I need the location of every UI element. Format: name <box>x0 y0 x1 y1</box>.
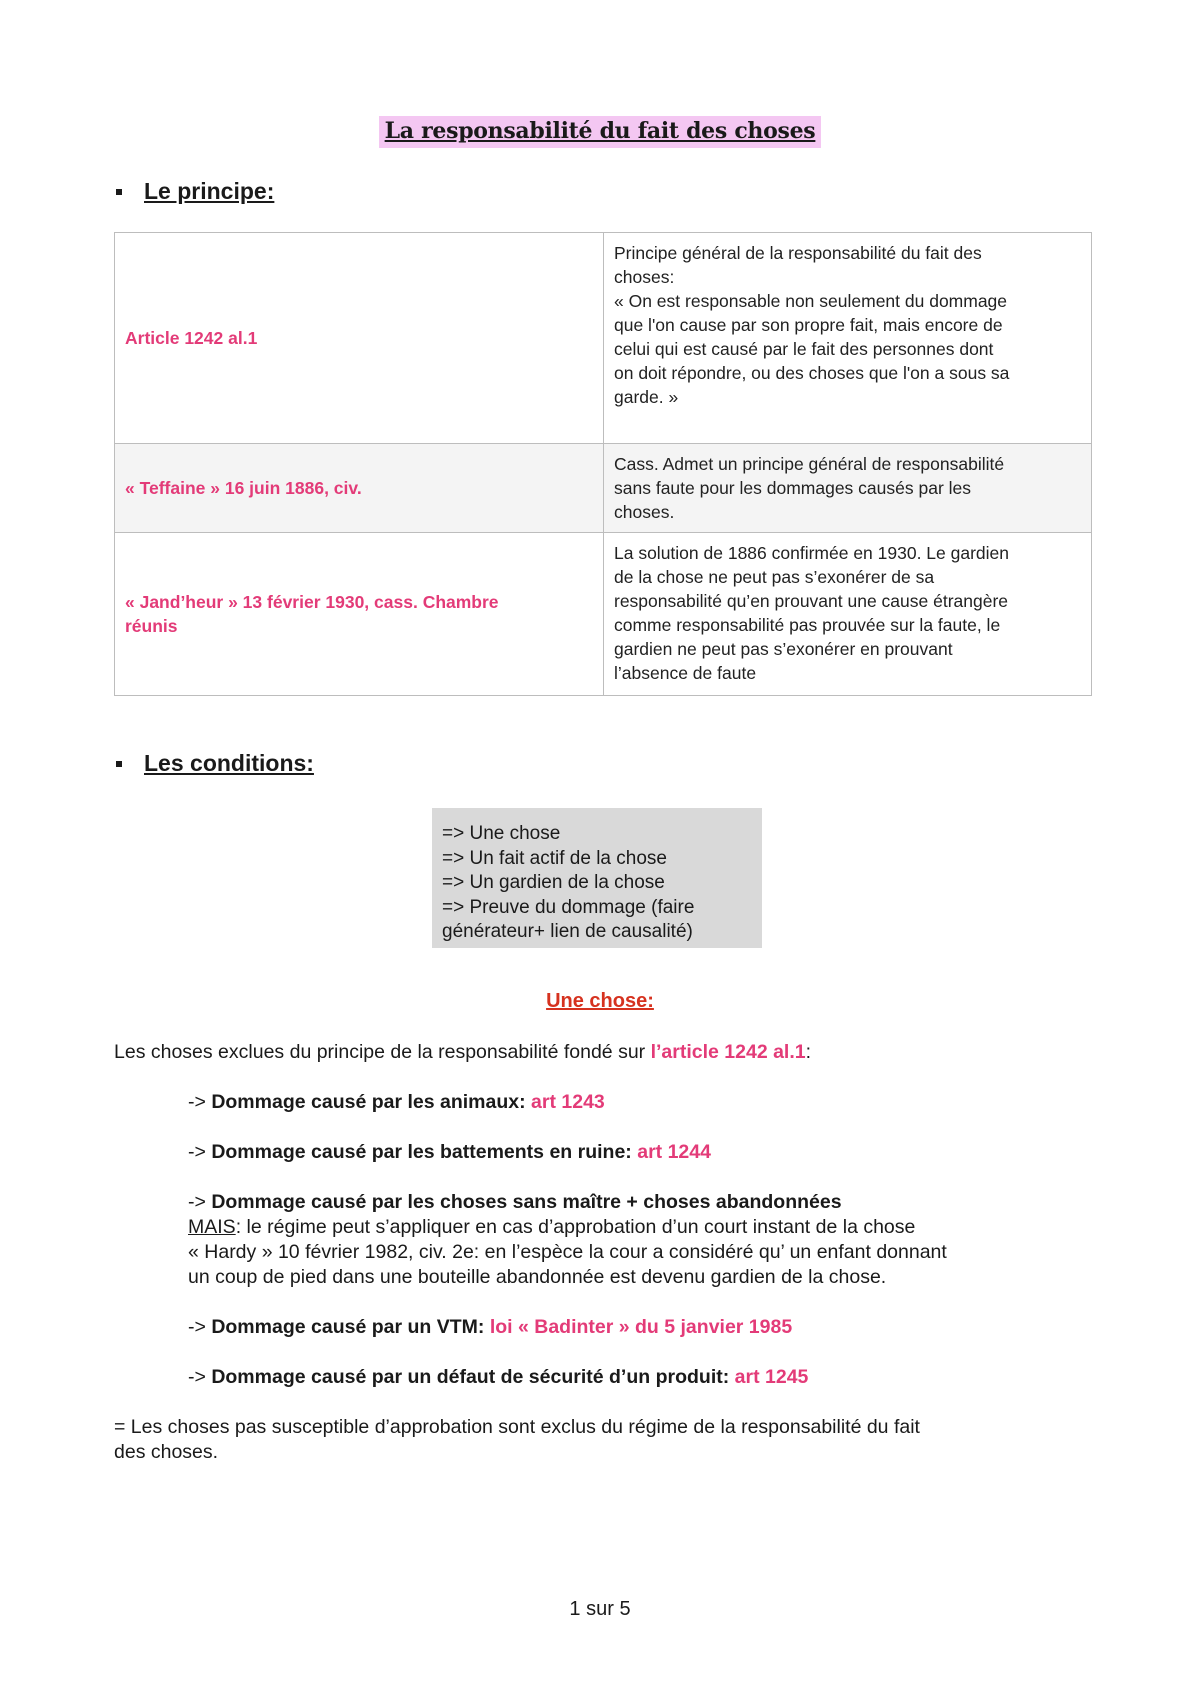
table-cell-description <box>604 233 1092 444</box>
reference-line: réunis <box>125 616 178 636</box>
bullet-icon <box>116 761 122 767</box>
intro-end: : <box>805 1041 812 1063</box>
description-line: gardien ne peut pas s’exonérer en prouvant <box>614 639 953 659</box>
description-line: choses. <box>614 502 675 522</box>
mais-text: : le régime peut s’appliquer en cas d’approbation d’un court instant de la chose <box>235 1216 916 1238</box>
list-item <box>188 1315 792 1340</box>
list-item-arrow: -> <box>188 1366 212 1388</box>
list-item-sep: : <box>477 1316 490 1338</box>
table-row <box>115 533 1092 696</box>
section-conditions-title: Les conditions: <box>144 750 314 776</box>
condition-line: => Une chose <box>442 823 561 844</box>
table-row <box>115 233 1092 444</box>
list-item-arrow: -> <box>188 1141 212 1163</box>
condition-line: générateur+ lien de causalité) <box>442 921 693 942</box>
section-conditions-heading <box>116 750 314 777</box>
description-line: Principe général de la responsabilité du fait des <box>614 243 982 263</box>
description-line: responsabilité qu’en prouvant une cause étrangère <box>614 591 1009 611</box>
list-item-label: Dommage causé par les animaux <box>211 1091 520 1113</box>
condition-line: => Un gardien de la chose <box>442 872 665 893</box>
section-principe-title: Le principe: <box>144 178 275 204</box>
intro-paragraph <box>114 1040 811 1065</box>
conclusion-paragraph <box>114 1415 920 1465</box>
description-line: choses: <box>614 267 675 287</box>
list-item <box>188 1140 711 1165</box>
mais-keyword: MAIS <box>188 1216 236 1238</box>
list-item-label: Dommage causé par un VTM <box>211 1316 478 1338</box>
list-item-sep: : <box>625 1141 638 1163</box>
document-title-wrapper <box>0 116 1200 148</box>
intro-article-ref: l’article 1242 al.1 <box>650 1041 806 1063</box>
page-number: 1 sur 5 <box>569 1598 631 1620</box>
list-item-arrow: -> <box>188 1316 212 1338</box>
conditions-summary-box <box>432 808 762 948</box>
table-cell-description <box>604 444 1092 533</box>
list-item-line <box>188 1215 947 1240</box>
principe-table <box>114 232 1092 696</box>
intro-text: Les choses exclues du principe de la responsabilité fondé sur <box>114 1041 651 1063</box>
list-item-sep: : <box>722 1366 735 1388</box>
list-item-ref: art 1244 <box>637 1141 711 1163</box>
list-item-line: « Hardy » 10 février 1982, civ. 2e: en l’espèce la cour a considéré qu’ un enfant donnant <box>188 1241 947 1263</box>
list-item-arrow: -> <box>188 1091 212 1113</box>
table-row <box>115 444 1092 533</box>
description-line: de la chose ne peut pas s’exonérer de sa <box>614 567 935 587</box>
subheading-une-chose: Une chose: <box>546 990 654 1012</box>
description-line: l’absence de faute <box>614 663 757 683</box>
description-line: on doit répondre, ou des choses que l'on a sous sa <box>614 363 1010 383</box>
description-line: La solution de 1886 confirmée en 1930. Le gardien <box>614 543 1010 563</box>
section-principe-heading <box>116 178 274 205</box>
table-cell-description <box>604 533 1092 696</box>
table-cell-reference <box>115 533 604 696</box>
description-line: garde. » <box>614 387 679 407</box>
list-item-label: Dommage causé par un défaut de sécurité d’un produit <box>211 1366 723 1388</box>
list-item <box>188 1090 605 1115</box>
condition-line: => Preuve du dommage (faire <box>442 896 695 918</box>
list-item-ref: art 1243 <box>531 1091 605 1113</box>
table-cell-reference: Article 1242 al.1 <box>115 233 604 444</box>
list-item-line <box>188 1190 947 1215</box>
description-line: « On est responsable non seulement du dommage <box>614 291 1008 311</box>
description-line: sans faute pour les dommages causés par les <box>614 478 971 498</box>
list-item-ref: art 1245 <box>734 1366 809 1388</box>
list-item-ref: loi « Badinter » du 5 janvier 1985 <box>489 1316 793 1338</box>
list-item-line: un coup de pied dans une bouteille abandonnée est devenu gardien de la chose. <box>188 1266 887 1288</box>
reference-line: « Jand’heur » 13 février 1930, cass. Chambre <box>125 592 499 612</box>
description-line: Cass. Admet un principe général de responsabilité <box>614 454 1005 474</box>
table-cell-reference: « Teffaine » 16 juin 1886, civ. <box>115 444 604 533</box>
description-line: comme responsabilité pas prouvée sur la faute, le <box>614 615 1001 635</box>
description-line: celui qui est causé par le fait des personnes dont <box>614 339 994 359</box>
condition-line: => Un fait actif de la chose <box>442 847 667 869</box>
list-item <box>188 1365 808 1390</box>
bullet-icon <box>116 189 122 195</box>
list-item-label: Dommage causé par les choses sans maître + choses abandonnées <box>211 1191 842 1213</box>
conclusion-line: = Les choses pas susceptible d’approbation sont exclus du régime de la responsabilité du fait <box>114 1416 920 1438</box>
document-title: La responsabilité du fait des choses <box>379 116 822 148</box>
list-item <box>188 1190 947 1290</box>
list-item-arrow: -> <box>188 1191 212 1213</box>
description-line: que l'on cause par son propre fait, mais encore de <box>614 315 1003 335</box>
conclusion-line: des choses. <box>114 1441 219 1463</box>
list-item-sep: : <box>519 1091 532 1113</box>
list-item-label: Dommage causé par les battements en ruine <box>211 1141 626 1163</box>
